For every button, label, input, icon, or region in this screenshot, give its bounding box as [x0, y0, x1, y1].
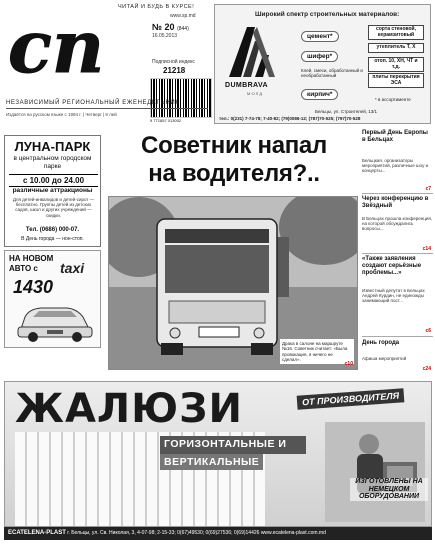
dumbrava-brand: DUMBRAVA: [225, 82, 268, 89]
taxi-line1: НА НОВОМ: [9, 254, 54, 263]
barcode: [150, 78, 212, 118]
luna-park-hours: с 10.00 до 24.00: [9, 174, 98, 187]
ad-pill-slate: шифер*: [301, 51, 338, 62]
bus-photo: [108, 196, 358, 370]
worker-icon: [325, 422, 425, 522]
dumbrava-logo-icon: [221, 21, 281, 81]
ad-box-slabs: плиты перекрытия ЭСА: [368, 73, 424, 88]
side-item-title[interactable]: День города: [362, 340, 400, 346]
side-item-text: В Бельцах прошла конференция, на которой обсуждались вопросы...: [362, 216, 433, 232]
producer-banner: ОТ ПРОИЗВОДИТЕЛЯ: [297, 388, 405, 409]
vertical-label: ВЕРТИКАЛЬНЫЕ: [160, 454, 263, 470]
side-item-text: Известный депутат в Бельцах Андрей Курдин, не единожды занимающий пост...: [362, 288, 425, 304]
sidebar-news: [362, 128, 433, 378]
luna-park-phone: Тел. (0686) 000-07.: [25, 227, 80, 233]
dumbrava-subtitle: М О Л Д: [247, 91, 263, 96]
side-divider: [362, 253, 433, 254]
ad-mixes-text: Клей, смеси, обработанный и необработанный: [301, 68, 363, 79]
ad-phones: тел.: 0(231) 7-74-78; 7-40-82; (79)0086-12; (787)70-525; (797)70-528: [219, 116, 361, 121]
ad-pill-cement: цемент*: [301, 31, 339, 42]
issue-date: 16.05.2013: [152, 33, 178, 39]
ad-box-heating: отоп. 10, ХН, ЧТ и т.д.: [368, 57, 424, 72]
headline-line2: на водителя?..: [148, 159, 320, 187]
blinds-title: ЖАЛЮЗИ: [15, 386, 243, 432]
website-link[interactable]: www.sp.md: [170, 13, 196, 19]
horizontal-label: ГОРИЗОНТАЛЬНЫЕ И: [160, 436, 306, 454]
headline-line1: Советник напал: [141, 132, 327, 159]
taxi-ad[interactable]: [4, 250, 101, 348]
masthead-rule: [6, 108, 208, 109]
taxi-line2: АВТО с: [9, 264, 38, 273]
newspaper-logo: [6, 6, 146, 78]
taxi-word: taxi: [60, 260, 85, 276]
issue-number: № 20 (844): [152, 22, 189, 32]
ad-address: Бельцы, ул. Строителей, 13/1: [315, 109, 377, 114]
luna-park-attractions: различные аттракционы: [12, 187, 93, 194]
building-materials-ad[interactable]: [214, 4, 431, 124]
side-divider: [362, 336, 433, 337]
side-item-title[interactable]: «Также заявления создают серьёзные проблемы...»: [362, 256, 422, 276]
luna-park-ad[interactable]: [4, 135, 101, 247]
ad-title: Широкий спектр строительных материалов:: [255, 11, 400, 18]
side-item-page: c14: [422, 246, 431, 252]
side-item-title[interactable]: Первый День Европы в Бельцах: [362, 130, 428, 143]
photo-caption: Драка в салоне на маршруте №16. Советник считает: «Была провокация, я ничего не сделал».: [280, 339, 354, 364]
blinds-footer: [4, 527, 432, 540]
ad-box-insulation: утеплитель Т, Х: [368, 43, 424, 53]
ad-footnote: * в ассортименте: [375, 97, 411, 102]
luna-park-birthday: В День города — нон-стоп.: [21, 236, 84, 242]
svg-text:сп: сп: [8, 6, 105, 78]
side-item-page: c6: [425, 328, 431, 334]
car-icon: [15, 299, 95, 343]
main-headline: [108, 132, 360, 187]
subscription-index: 21218: [163, 66, 186, 75]
side-item-page: c24: [422, 366, 431, 372]
tagline: ЧИТАЙ И БУДЬ В КУРСЕ!: [118, 4, 195, 10]
side-item-title[interactable]: Через конференцию в Звёздный: [362, 196, 429, 209]
ad-box-blocks: сорта стеновой, керамзитовый: [368, 25, 424, 40]
blinds-brand: ECATELENA-PLAST: [8, 530, 66, 536]
photo-page-ref: c10: [344, 361, 353, 367]
side-item-text: Бельцкая, организаторы мероприятий, различные шоу и концерты...: [362, 158, 429, 174]
subscription-label: Подписной индекс: [152, 59, 195, 65]
made-on-german-equipment: ИЗГОТОВЛЕНЫ НА НЕМЕЦКОМ ОБОРУДОВАНИИ: [350, 478, 428, 501]
blinds-contacts: г. Бельцы, ул. Св. Николая, 3, 4-07-98; 2-15-33; 0(67)49530; 0(69)27536; 0(69)14426 www.ecatelena-plast.com.md: [67, 530, 326, 536]
luna-park-location: в центральном городском парке: [13, 155, 92, 170]
taxi-number: 1430: [13, 277, 54, 297]
blinds-ad[interactable]: [4, 381, 432, 527]
side-item-page: c7: [425, 186, 431, 192]
side-item-text: Афиша мероприятий: [362, 356, 407, 361]
luna-park-body: Для детей-инвалидов и детей-сирот — бесплатно. Группы детей из детских садов, школ и других учреждений — скидки.: [12, 197, 95, 218]
ad-pill-brick: кирпич*: [301, 89, 338, 100]
luna-park-title: ЛУНА-ПАРК: [14, 139, 91, 154]
barcode-number: 9 771857 013002: [150, 118, 182, 123]
masthead-description: НЕЗАВИСИМЫЙ РЕГИОНАЛЬНЫЙ ЕЖЕНЕДЕЛЬНИК: [6, 100, 180, 106]
publisher-info: Издаётся на русском языке с 1994 г. | Четверг | 8 лей: [6, 112, 117, 117]
side-divider: [362, 193, 433, 194]
